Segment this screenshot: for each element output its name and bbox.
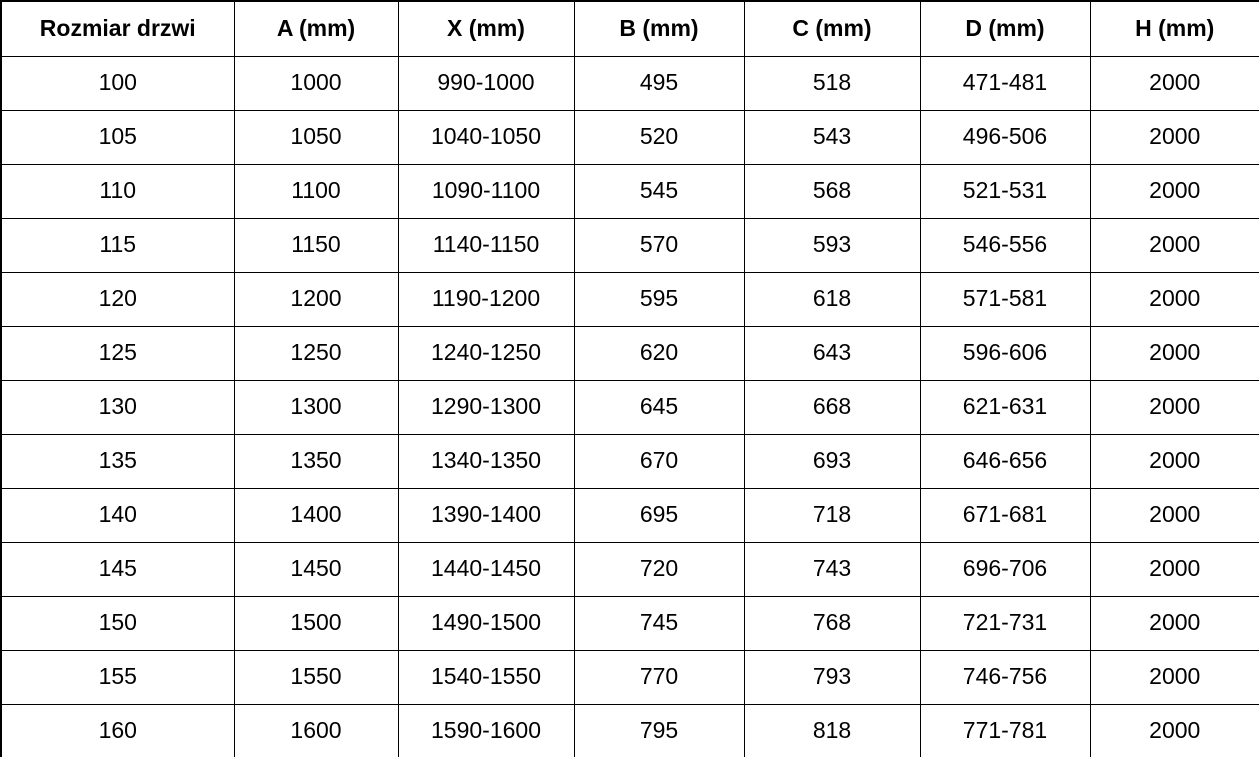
cell-d-mm: 771-781 xyxy=(920,704,1090,757)
cell-b-mm: 770 xyxy=(574,650,744,704)
cell-rozmiar-drzwi: 110 xyxy=(1,164,234,218)
cell-h-mm: 2000 xyxy=(1090,596,1259,650)
cell-rozmiar-drzwi: 160 xyxy=(1,704,234,757)
table-body xyxy=(1,56,1259,757)
cell-rozmiar-drzwi: 130 xyxy=(1,380,234,434)
cell-b-mm: 795 xyxy=(574,704,744,757)
cell-d-mm: 621-631 xyxy=(920,380,1090,434)
table-row xyxy=(1,434,1259,488)
cell-h-mm: 2000 xyxy=(1090,164,1259,218)
cell-rozmiar-drzwi: 105 xyxy=(1,110,234,164)
cell-c-mm: 643 xyxy=(744,326,920,380)
table-row xyxy=(1,326,1259,380)
cell-b-mm: 570 xyxy=(574,218,744,272)
table-row xyxy=(1,488,1259,542)
cell-c-mm: 568 xyxy=(744,164,920,218)
cell-c-mm: 718 xyxy=(744,488,920,542)
cell-h-mm: 2000 xyxy=(1090,488,1259,542)
cell-h-mm: 2000 xyxy=(1090,110,1259,164)
cell-b-mm: 495 xyxy=(574,56,744,110)
cell-c-mm: 593 xyxy=(744,218,920,272)
column-header-d-mm: D (mm) xyxy=(920,1,1090,56)
cell-a-mm: 1150 xyxy=(234,218,398,272)
cell-d-mm: 721-731 xyxy=(920,596,1090,650)
cell-x-mm: 1290-1300 xyxy=(398,380,574,434)
cell-d-mm: 571-581 xyxy=(920,272,1090,326)
cell-h-mm: 2000 xyxy=(1090,650,1259,704)
table-row xyxy=(1,704,1259,757)
cell-d-mm: 496-506 xyxy=(920,110,1090,164)
cell-rozmiar-drzwi: 145 xyxy=(1,542,234,596)
cell-c-mm: 618 xyxy=(744,272,920,326)
cell-b-mm: 520 xyxy=(574,110,744,164)
cell-x-mm: 1090-1100 xyxy=(398,164,574,218)
cell-d-mm: 646-656 xyxy=(920,434,1090,488)
cell-a-mm: 1350 xyxy=(234,434,398,488)
column-header-a-mm: A (mm) xyxy=(234,1,398,56)
cell-a-mm: 1450 xyxy=(234,542,398,596)
cell-d-mm: 546-556 xyxy=(920,218,1090,272)
cell-c-mm: 743 xyxy=(744,542,920,596)
cell-x-mm: 1390-1400 xyxy=(398,488,574,542)
cell-rozmiar-drzwi: 125 xyxy=(1,326,234,380)
cell-a-mm: 1300 xyxy=(234,380,398,434)
table-header xyxy=(1,1,1259,56)
cell-x-mm: 990-1000 xyxy=(398,56,574,110)
cell-d-mm: 746-756 xyxy=(920,650,1090,704)
table-row xyxy=(1,380,1259,434)
cell-x-mm: 1140-1150 xyxy=(398,218,574,272)
column-header-h-mm: H (mm) xyxy=(1090,1,1259,56)
cell-x-mm: 1190-1200 xyxy=(398,272,574,326)
table-row xyxy=(1,542,1259,596)
cell-x-mm: 1340-1350 xyxy=(398,434,574,488)
column-header-x-mm: X (mm) xyxy=(398,1,574,56)
cell-a-mm: 1050 xyxy=(234,110,398,164)
column-header-rozmiar-drzwi: Rozmiar drzwi xyxy=(1,1,234,56)
cell-c-mm: 668 xyxy=(744,380,920,434)
column-header-c-mm: C (mm) xyxy=(744,1,920,56)
cell-b-mm: 645 xyxy=(574,380,744,434)
header-row xyxy=(1,1,1259,56)
cell-d-mm: 471-481 xyxy=(920,56,1090,110)
cell-a-mm: 1250 xyxy=(234,326,398,380)
cell-b-mm: 595 xyxy=(574,272,744,326)
cell-h-mm: 2000 xyxy=(1090,434,1259,488)
cell-d-mm: 521-531 xyxy=(920,164,1090,218)
cell-h-mm: 2000 xyxy=(1090,218,1259,272)
cell-a-mm: 1600 xyxy=(234,704,398,757)
cell-rozmiar-drzwi: 155 xyxy=(1,650,234,704)
cell-h-mm: 2000 xyxy=(1090,380,1259,434)
column-header-b-mm: B (mm) xyxy=(574,1,744,56)
cell-d-mm: 696-706 xyxy=(920,542,1090,596)
cell-x-mm: 1240-1250 xyxy=(398,326,574,380)
cell-c-mm: 793 xyxy=(744,650,920,704)
cell-h-mm: 2000 xyxy=(1090,56,1259,110)
cell-a-mm: 1200 xyxy=(234,272,398,326)
table-row xyxy=(1,110,1259,164)
table-row xyxy=(1,164,1259,218)
cell-rozmiar-drzwi: 100 xyxy=(1,56,234,110)
cell-a-mm: 1400 xyxy=(234,488,398,542)
table-row xyxy=(1,272,1259,326)
cell-d-mm: 671-681 xyxy=(920,488,1090,542)
table-row xyxy=(1,596,1259,650)
cell-b-mm: 745 xyxy=(574,596,744,650)
cell-rozmiar-drzwi: 120 xyxy=(1,272,234,326)
cell-b-mm: 695 xyxy=(574,488,744,542)
cell-a-mm: 1000 xyxy=(234,56,398,110)
cell-rozmiar-drzwi: 115 xyxy=(1,218,234,272)
cell-x-mm: 1040-1050 xyxy=(398,110,574,164)
table-row xyxy=(1,56,1259,110)
cell-h-mm: 2000 xyxy=(1090,704,1259,757)
cell-a-mm: 1500 xyxy=(234,596,398,650)
cell-c-mm: 768 xyxy=(744,596,920,650)
cell-c-mm: 693 xyxy=(744,434,920,488)
cell-b-mm: 620 xyxy=(574,326,744,380)
cell-d-mm: 596-606 xyxy=(920,326,1090,380)
cell-c-mm: 543 xyxy=(744,110,920,164)
cell-x-mm: 1590-1600 xyxy=(398,704,574,757)
cell-h-mm: 2000 xyxy=(1090,272,1259,326)
cell-x-mm: 1540-1550 xyxy=(398,650,574,704)
cell-h-mm: 2000 xyxy=(1090,542,1259,596)
cell-x-mm: 1440-1450 xyxy=(398,542,574,596)
cell-c-mm: 518 xyxy=(744,56,920,110)
cell-a-mm: 1100 xyxy=(234,164,398,218)
table-row xyxy=(1,650,1259,704)
cell-x-mm: 1490-1500 xyxy=(398,596,574,650)
cell-b-mm: 720 xyxy=(574,542,744,596)
cell-rozmiar-drzwi: 140 xyxy=(1,488,234,542)
cell-c-mm: 818 xyxy=(744,704,920,757)
cell-h-mm: 2000 xyxy=(1090,326,1259,380)
cell-rozmiar-drzwi: 150 xyxy=(1,596,234,650)
table-row xyxy=(1,218,1259,272)
cell-b-mm: 545 xyxy=(574,164,744,218)
cell-b-mm: 670 xyxy=(574,434,744,488)
cell-rozmiar-drzwi: 135 xyxy=(1,434,234,488)
cell-a-mm: 1550 xyxy=(234,650,398,704)
